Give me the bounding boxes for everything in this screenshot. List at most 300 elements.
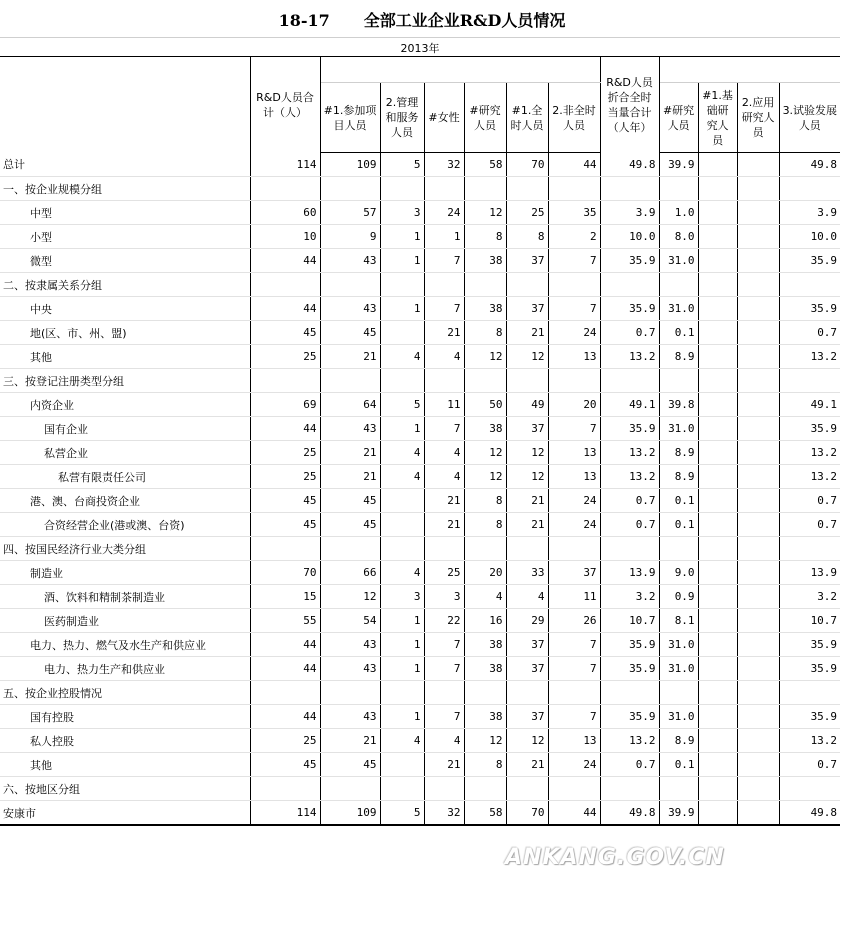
cell-value xyxy=(698,585,737,609)
cell-value: 8 xyxy=(464,225,506,249)
cell-value xyxy=(698,417,737,441)
table-title xyxy=(0,8,844,31)
cell-value: 49.8 xyxy=(779,153,840,177)
cell-value: 44 xyxy=(250,297,320,321)
row-label: 酒、饮料和精制茶制造业 xyxy=(0,585,250,609)
cell-value xyxy=(698,153,737,177)
cell-value: 1 xyxy=(380,609,424,633)
cell-value xyxy=(380,273,424,297)
cell-value: 13.9 xyxy=(600,561,659,585)
header-blank xyxy=(0,57,250,153)
cell-value: 1 xyxy=(380,297,424,321)
cell-value: 4 xyxy=(424,465,464,489)
table-row xyxy=(0,609,840,633)
cell-value xyxy=(548,681,600,705)
table-row xyxy=(0,345,840,369)
cell-value xyxy=(698,561,737,585)
table-title-text: 全部工业企业R&D人员情况 xyxy=(363,11,566,30)
cell-value xyxy=(380,753,424,777)
cell-value xyxy=(380,513,424,537)
cell-value: 8 xyxy=(464,321,506,345)
cell-value xyxy=(698,225,737,249)
cell-value: 3.9 xyxy=(600,201,659,225)
cell-value xyxy=(698,393,737,417)
cell-value xyxy=(506,777,548,801)
cell-value: 9.0 xyxy=(659,561,698,585)
cell-value: 49.1 xyxy=(600,393,659,417)
year-label: 2013年 xyxy=(400,42,440,55)
cell-value xyxy=(320,777,380,801)
cell-value xyxy=(506,177,548,201)
cell-value xyxy=(737,633,779,657)
cell-value: 43 xyxy=(320,657,380,681)
cell-value: 31.0 xyxy=(659,417,698,441)
header-project-staff: #1.参加项目人员 xyxy=(320,83,380,153)
cell-value: 21 xyxy=(424,513,464,537)
table-row xyxy=(0,633,840,657)
cell-value: 25 xyxy=(250,441,320,465)
cell-value xyxy=(548,777,600,801)
cell-value: 8.9 xyxy=(659,729,698,753)
cell-value: 26 xyxy=(548,609,600,633)
table-row xyxy=(0,441,840,465)
cell-value: 21 xyxy=(506,489,548,513)
row-label: 私营有限责任公司 xyxy=(0,465,250,489)
cell-value: 11 xyxy=(424,393,464,417)
cell-value: 12 xyxy=(464,345,506,369)
cell-value: 38 xyxy=(464,633,506,657)
cell-value xyxy=(698,681,737,705)
cell-value: 24 xyxy=(548,513,600,537)
cell-value xyxy=(737,585,779,609)
cell-value: 54 xyxy=(320,609,380,633)
header-rd-total: R&D人员合计（人） xyxy=(250,57,320,153)
row-label: 微型 xyxy=(0,249,250,273)
table-row xyxy=(0,705,840,729)
cell-value: 35 xyxy=(548,201,600,225)
cell-value: 9 xyxy=(320,225,380,249)
cell-value: 0.7 xyxy=(600,753,659,777)
row-label: 私营企业 xyxy=(0,441,250,465)
cell-value: 10 xyxy=(250,225,320,249)
cell-value: 44 xyxy=(548,801,600,826)
cell-value: 13.2 xyxy=(779,345,840,369)
cell-value: 0.7 xyxy=(779,513,840,537)
table-number: 18-17 xyxy=(278,11,330,30)
cell-value: 5 xyxy=(380,801,424,826)
cell-value: 39.9 xyxy=(659,801,698,826)
cell-value: 69 xyxy=(250,393,320,417)
header-rd-fte: R&D人员折合全时当量合计（人年） xyxy=(600,57,659,153)
cell-value: 13.2 xyxy=(600,345,659,369)
cell-value: 44 xyxy=(250,657,320,681)
cell-value: 0.7 xyxy=(600,321,659,345)
table-row xyxy=(0,465,840,489)
cell-value xyxy=(698,609,737,633)
cell-value: 25 xyxy=(424,561,464,585)
table-row xyxy=(0,777,840,801)
cell-value: 25 xyxy=(250,729,320,753)
cell-value xyxy=(659,369,698,393)
cell-value: 24 xyxy=(548,753,600,777)
cell-value: 64 xyxy=(320,393,380,417)
cell-value xyxy=(506,369,548,393)
cell-value xyxy=(737,705,779,729)
cell-value xyxy=(698,729,737,753)
table-row xyxy=(0,753,840,777)
row-label: 内资企业 xyxy=(0,393,250,417)
cell-value: 49.8 xyxy=(600,801,659,826)
cell-value: 45 xyxy=(250,321,320,345)
cell-value: 39.9 xyxy=(659,153,698,177)
cell-value: 0.1 xyxy=(659,321,698,345)
row-label: 五、按企业控股情况 xyxy=(0,681,250,705)
cell-value: 8.9 xyxy=(659,465,698,489)
cell-value xyxy=(698,465,737,489)
cell-value: 8.0 xyxy=(659,225,698,249)
cell-value: 25 xyxy=(506,201,548,225)
cell-value: 4 xyxy=(424,345,464,369)
rd-personnel-table xyxy=(0,56,840,826)
cell-value xyxy=(380,681,424,705)
cell-value xyxy=(250,369,320,393)
cell-value: 44 xyxy=(250,417,320,441)
cell-value: 70 xyxy=(506,153,548,177)
cell-value: 45 xyxy=(320,489,380,513)
cell-value xyxy=(737,561,779,585)
cell-value: 0.1 xyxy=(659,513,698,537)
cell-value: 38 xyxy=(464,417,506,441)
cell-value xyxy=(737,537,779,561)
table-row xyxy=(0,417,840,441)
cell-value: 0.7 xyxy=(779,489,840,513)
cell-value: 12 xyxy=(506,465,548,489)
row-label: 六、按地区分组 xyxy=(0,777,250,801)
cell-value xyxy=(548,273,600,297)
cell-value: 13.9 xyxy=(779,561,840,585)
cell-value: 1.0 xyxy=(659,201,698,225)
cell-value: 12 xyxy=(464,465,506,489)
cell-value: 44 xyxy=(250,633,320,657)
cell-value: 7 xyxy=(424,705,464,729)
header-mgmt-staff: 2.管理和服务人员 xyxy=(380,83,424,153)
cell-value xyxy=(380,369,424,393)
cell-value: 0.1 xyxy=(659,489,698,513)
cell-value: 37 xyxy=(506,249,548,273)
cell-value: 35.9 xyxy=(600,705,659,729)
table-row xyxy=(0,177,840,201)
cell-value xyxy=(464,177,506,201)
cell-value: 1 xyxy=(380,417,424,441)
cell-value: 7 xyxy=(548,249,600,273)
cell-value xyxy=(464,369,506,393)
cell-value: 7 xyxy=(548,297,600,321)
cell-value xyxy=(600,537,659,561)
header-experimental-dev: 3.试验发展人员 xyxy=(779,83,840,153)
cell-value xyxy=(250,177,320,201)
cell-value: 12 xyxy=(506,441,548,465)
cell-value: 13 xyxy=(548,465,600,489)
cell-value xyxy=(600,177,659,201)
cell-value xyxy=(659,273,698,297)
cell-value: 8.9 xyxy=(659,441,698,465)
row-label: 私人控股 xyxy=(0,729,250,753)
cell-value: 21 xyxy=(320,345,380,369)
cell-value: 31.0 xyxy=(659,657,698,681)
cell-value: 21 xyxy=(320,729,380,753)
cell-value xyxy=(779,369,840,393)
cell-value xyxy=(698,321,737,345)
cell-value: 15 xyxy=(250,585,320,609)
cell-value: 109 xyxy=(320,153,380,177)
cell-value xyxy=(737,321,779,345)
cell-value: 4 xyxy=(380,441,424,465)
cell-value: 13.2 xyxy=(779,441,840,465)
table-row xyxy=(0,729,840,753)
cell-value: 39.8 xyxy=(659,393,698,417)
cell-value: 37 xyxy=(506,417,548,441)
cell-value: 49 xyxy=(506,393,548,417)
cell-value xyxy=(659,777,698,801)
cell-value: 114 xyxy=(250,153,320,177)
cell-value xyxy=(698,249,737,273)
cell-value: 60 xyxy=(250,201,320,225)
cell-value: 5 xyxy=(380,153,424,177)
cell-value: 22 xyxy=(424,609,464,633)
cell-value: 32 xyxy=(424,801,464,826)
cell-value: 35.9 xyxy=(779,633,840,657)
cell-value: 35.9 xyxy=(600,417,659,441)
cell-value: 45 xyxy=(250,489,320,513)
cell-value xyxy=(250,777,320,801)
cell-value xyxy=(737,249,779,273)
table-row xyxy=(0,249,840,273)
cell-value xyxy=(737,273,779,297)
cell-value: 4 xyxy=(380,345,424,369)
cell-value: 2 xyxy=(548,225,600,249)
cell-value: 31.0 xyxy=(659,633,698,657)
cell-value: 7 xyxy=(548,705,600,729)
cell-value: 45 xyxy=(320,753,380,777)
header-basic-research: #1.基础研究人员 xyxy=(698,83,737,153)
cell-value: 44 xyxy=(250,705,320,729)
cell-value xyxy=(698,801,737,826)
table-row xyxy=(0,657,840,681)
cell-value: 7 xyxy=(424,633,464,657)
cell-value xyxy=(698,705,737,729)
cell-value: 1 xyxy=(380,705,424,729)
cell-value: 70 xyxy=(506,801,548,826)
cell-value: 20 xyxy=(464,561,506,585)
cell-value xyxy=(320,537,380,561)
cell-value xyxy=(250,273,320,297)
cell-value xyxy=(779,273,840,297)
cell-value: 37 xyxy=(506,657,548,681)
row-label: 二、按隶属关系分组 xyxy=(0,273,250,297)
row-label: 电力、热力、燃气及水生产和供应业 xyxy=(0,633,250,657)
cell-value: 37 xyxy=(506,297,548,321)
cell-value xyxy=(464,681,506,705)
cell-value xyxy=(698,441,737,465)
cell-value: 8 xyxy=(464,489,506,513)
cell-value: 33 xyxy=(506,561,548,585)
cell-value xyxy=(737,609,779,633)
cell-value xyxy=(698,657,737,681)
cell-value: 1 xyxy=(380,657,424,681)
cell-value: 0.7 xyxy=(600,489,659,513)
row-label: 合资经营企业(港或澳、台资) xyxy=(0,513,250,537)
cell-value xyxy=(779,537,840,561)
cell-value: 57 xyxy=(320,201,380,225)
cell-value: 12 xyxy=(506,345,548,369)
cell-value xyxy=(659,681,698,705)
table-row xyxy=(0,393,840,417)
cell-value: 12 xyxy=(464,729,506,753)
cell-value: 35.9 xyxy=(600,657,659,681)
cell-value: 20 xyxy=(548,393,600,417)
cell-value: 0.7 xyxy=(600,513,659,537)
cell-value xyxy=(600,681,659,705)
cell-value xyxy=(698,633,737,657)
cell-value xyxy=(737,201,779,225)
cell-value: 43 xyxy=(320,705,380,729)
cell-value: 38 xyxy=(464,297,506,321)
cell-value: 4 xyxy=(424,441,464,465)
cell-value: 21 xyxy=(320,441,380,465)
cell-value: 49.1 xyxy=(779,393,840,417)
cell-value xyxy=(698,489,737,513)
cell-value xyxy=(548,369,600,393)
header-applied-research: 2.应用研究人员 xyxy=(737,83,779,153)
table-row xyxy=(0,153,840,177)
cell-value xyxy=(380,537,424,561)
cell-value: 7 xyxy=(548,417,600,441)
cell-value: 10.0 xyxy=(779,225,840,249)
cell-value: 7 xyxy=(424,249,464,273)
cell-value: 13 xyxy=(548,441,600,465)
cell-value xyxy=(737,393,779,417)
cell-value: 7 xyxy=(548,657,600,681)
cell-value: 29 xyxy=(506,609,548,633)
table-body xyxy=(0,153,840,826)
cell-value: 7 xyxy=(424,297,464,321)
cell-value xyxy=(506,681,548,705)
cell-value: 35.9 xyxy=(779,417,840,441)
cell-value xyxy=(600,369,659,393)
cell-value: 3.2 xyxy=(600,585,659,609)
row-label: 制造业 xyxy=(0,561,250,585)
cell-value xyxy=(737,369,779,393)
cell-value xyxy=(737,465,779,489)
cell-value xyxy=(380,489,424,513)
cell-value: 8 xyxy=(464,753,506,777)
cell-value: 13.2 xyxy=(600,441,659,465)
cell-value xyxy=(737,777,779,801)
cell-value: 13.2 xyxy=(779,729,840,753)
cell-value xyxy=(424,537,464,561)
cell-value xyxy=(698,369,737,393)
table-row xyxy=(0,297,840,321)
cell-value: 10.0 xyxy=(600,225,659,249)
cell-value: 38 xyxy=(464,705,506,729)
cell-value: 3.2 xyxy=(779,585,840,609)
cell-value: 21 xyxy=(424,753,464,777)
cell-value xyxy=(600,777,659,801)
cell-value xyxy=(737,153,779,177)
cell-value: 44 xyxy=(250,249,320,273)
cell-value: 31.0 xyxy=(659,705,698,729)
cell-value: 10.7 xyxy=(779,609,840,633)
cell-value: 35.9 xyxy=(600,297,659,321)
cell-value xyxy=(779,777,840,801)
header-fulltime: #1.全时人员 xyxy=(506,83,548,153)
row-label: 医药制造业 xyxy=(0,609,250,633)
cell-value: 0.7 xyxy=(779,321,840,345)
cell-value xyxy=(464,273,506,297)
cell-value: 4 xyxy=(464,585,506,609)
cell-value: 21 xyxy=(320,465,380,489)
cell-value xyxy=(698,513,737,537)
cell-value xyxy=(737,681,779,705)
cell-value: 37 xyxy=(506,633,548,657)
cell-value: 45 xyxy=(320,321,380,345)
cell-value xyxy=(320,369,380,393)
cell-value xyxy=(737,345,779,369)
row-label: 总计 xyxy=(0,153,250,177)
table-row xyxy=(0,369,840,393)
table-row xyxy=(0,225,840,249)
table-row xyxy=(0,681,840,705)
cell-value: 21 xyxy=(424,321,464,345)
cell-value xyxy=(737,801,779,826)
cell-value: 35.9 xyxy=(600,249,659,273)
cell-value: 35.9 xyxy=(779,297,840,321)
cell-value xyxy=(698,177,737,201)
cell-value: 0.9 xyxy=(659,585,698,609)
cell-value: 66 xyxy=(320,561,380,585)
cell-value xyxy=(506,273,548,297)
cell-value xyxy=(737,729,779,753)
cell-value xyxy=(659,537,698,561)
row-label: 其他 xyxy=(0,753,250,777)
cell-value: 12 xyxy=(464,201,506,225)
cell-value: 43 xyxy=(320,633,380,657)
table-row xyxy=(0,489,840,513)
cell-value: 31.0 xyxy=(659,297,698,321)
table-row xyxy=(0,513,840,537)
table-row xyxy=(0,585,840,609)
cell-value xyxy=(320,177,380,201)
cell-value: 49.8 xyxy=(600,153,659,177)
cell-value: 31.0 xyxy=(659,249,698,273)
cell-value xyxy=(737,513,779,537)
row-label: 一、按企业规模分组 xyxy=(0,177,250,201)
cell-value: 70 xyxy=(250,561,320,585)
cell-value xyxy=(779,177,840,201)
cell-value: 16 xyxy=(464,609,506,633)
cell-value: 44 xyxy=(548,153,600,177)
cell-value: 25 xyxy=(250,465,320,489)
cell-value xyxy=(320,273,380,297)
cell-value: 8.9 xyxy=(659,345,698,369)
cell-value xyxy=(698,273,737,297)
table-row xyxy=(0,321,840,345)
cell-value: 24 xyxy=(548,321,600,345)
cell-value: 25 xyxy=(250,345,320,369)
cell-value: 13.2 xyxy=(779,465,840,489)
cell-value xyxy=(779,681,840,705)
cell-value: 24 xyxy=(548,489,600,513)
